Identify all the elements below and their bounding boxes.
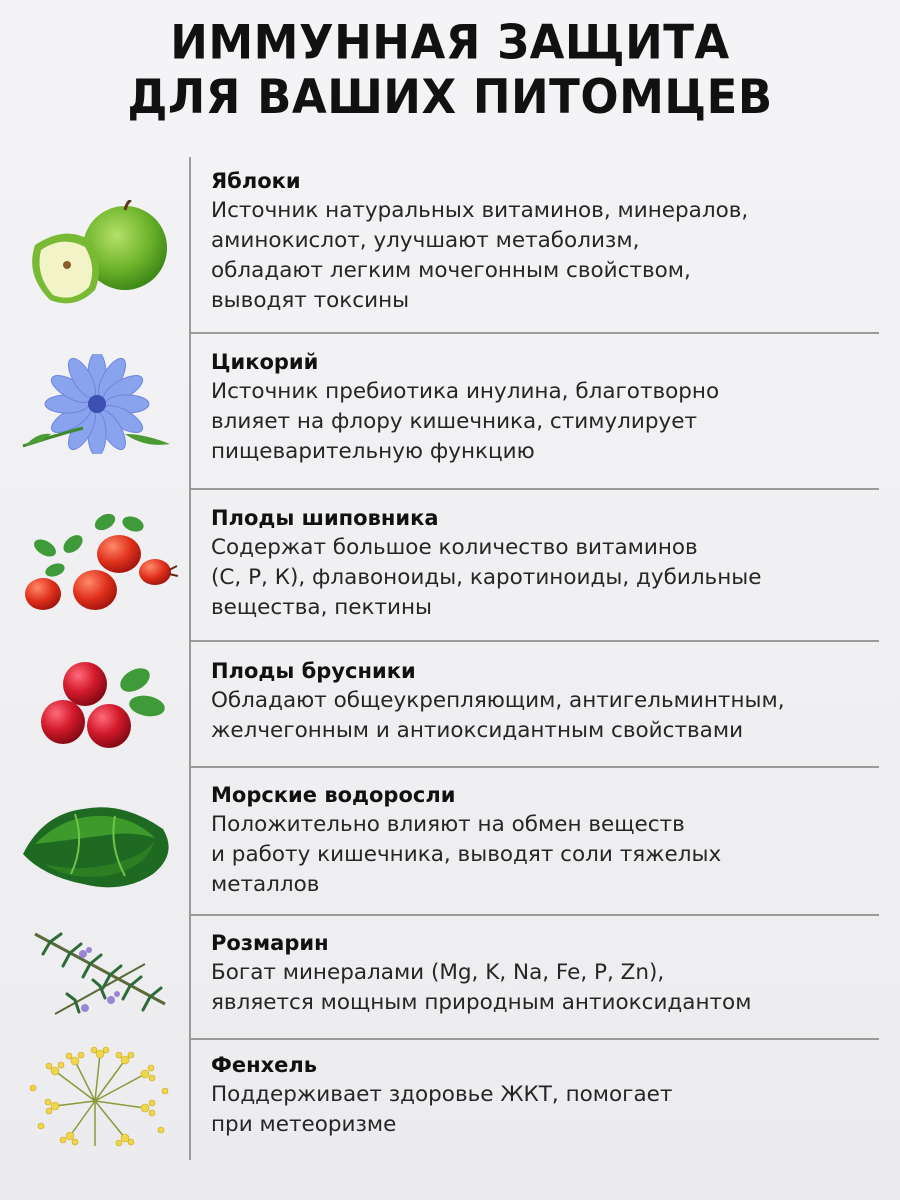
chicory-flower-icon [15, 354, 180, 454]
item-description [211, 196, 891, 316]
description-line: Источник натуральных витаминов, минералов, [211, 198, 749, 223]
row-separator [189, 1038, 879, 1040]
description-line: Содержат большое количество витаминов [211, 535, 698, 560]
description-line: желчегонным и антиоксидантным свойствами [211, 718, 744, 743]
item-name: Цикорий [211, 350, 319, 374]
item-description [211, 958, 891, 1018]
item-description [211, 1080, 891, 1140]
rosemary-icon [15, 924, 180, 1028]
row-separator [189, 640, 879, 642]
item-description [211, 686, 891, 746]
description-line: Обладают общеукрепляющим, антигельминтным, [211, 688, 785, 713]
description-line: вещества, пектины [211, 595, 433, 620]
description-line: металлов [211, 872, 320, 897]
description-line: и работу кишечника, выводят соли тяжелых [211, 842, 722, 867]
description-line: является мощным природным антиоксидантом [211, 990, 752, 1015]
description-line: пищеварительную функцию [211, 439, 535, 464]
item-description [211, 377, 891, 467]
vertical-divider [189, 157, 191, 1160]
title-line-2: ДЛЯ ВАШИХ ПИТОМЦЕВ [127, 68, 773, 125]
seaweed-icon [15, 794, 180, 894]
description-line: Богат минералами (Mg, K, Na, Fe, P, Zn), [211, 960, 665, 985]
description-line: обладают легким мочегонным свойством, [211, 258, 691, 283]
apple-icon [15, 200, 180, 310]
lingonberry-icon [15, 656, 180, 752]
title-line-1: ИММУННАЯ ЗАЩИТА [170, 14, 730, 70]
page-title [0, 15, 900, 124]
description-line: (С, Р, К), флавоноиды, каротиноиды, дубильные [211, 565, 762, 590]
item-name: Плоды шиповника [211, 506, 439, 530]
fennel-flower-icon [15, 1046, 180, 1156]
description-line: Источник пребиотика инулина, благотворно [211, 379, 720, 404]
item-name: Плоды брусники [211, 659, 416, 683]
row-separator [189, 766, 879, 768]
description-line: Положительно влияют на обмен веществ [211, 812, 685, 837]
description-line: при метеоризме [211, 1112, 397, 1137]
row-separator [189, 332, 879, 334]
description-line: выводят токсины [211, 288, 410, 313]
description-line: аминокислот, улучшают метаболизм, [211, 228, 640, 253]
item-name: Яблоки [211, 169, 301, 193]
description-line: влияет на флору кишечника, стимулирует [211, 409, 697, 434]
item-name: Морские водоросли [211, 783, 456, 807]
item-name: Розмарин [211, 931, 329, 955]
rosehip-icon [15, 508, 180, 618]
row-separator [189, 488, 879, 490]
item-description [211, 810, 891, 900]
item-description [211, 533, 891, 623]
row-separator [189, 914, 879, 916]
description-line: Поддерживает здоровье ЖКТ, помогает [211, 1082, 673, 1107]
item-name: Фенхель [211, 1053, 318, 1077]
